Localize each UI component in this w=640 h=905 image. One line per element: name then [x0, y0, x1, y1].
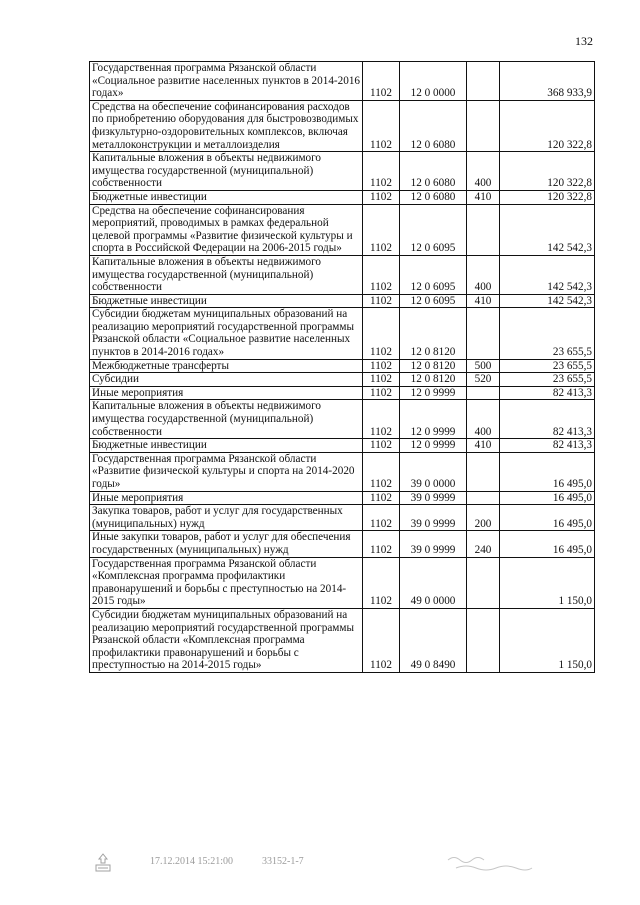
row-name-cell: Бюджетные инвестиции	[90, 439, 363, 453]
row-expense-type-cell: 410	[467, 190, 500, 204]
row-expense-type-cell: 400	[467, 400, 500, 439]
faint-signature-mark-icon	[446, 852, 536, 872]
row-expense-type-cell: 400	[467, 255, 500, 294]
row-article-cell: 49 0 0000	[400, 557, 467, 608]
row-article-cell: 39 0 0000	[400, 452, 467, 491]
row-name-cell: Иные мероприятия	[90, 491, 363, 505]
row-expense-type-cell: 410	[467, 439, 500, 453]
row-section-cell: 1102	[363, 505, 400, 531]
row-expense-type-cell	[467, 100, 500, 151]
row-section-cell: 1102	[363, 400, 400, 439]
footer-date: 17.12.2014 15:21:00	[150, 856, 234, 867]
row-article-cell: 12 0 6095	[400, 255, 467, 294]
row-article-cell: 12 0 6080	[400, 190, 467, 204]
row-section-cell: 1102	[363, 308, 400, 359]
row-amount-cell: 16 495,0	[500, 452, 595, 491]
row-name-cell: Субсидии	[90, 373, 363, 387]
row-amount-cell: 82 413,3	[500, 400, 595, 439]
row-amount-cell: 82 413,3	[500, 439, 595, 453]
table-row	[90, 452, 595, 491]
row-article-cell: 12 0 8120	[400, 373, 467, 387]
table-row	[90, 62, 595, 101]
row-section-cell: 1102	[363, 557, 400, 608]
table-row	[90, 439, 595, 453]
row-amount-cell: 1 150,0	[500, 608, 595, 672]
row-amount-cell: 16 495,0	[500, 505, 595, 531]
row-name-cell: Капитальные вложения в объекты недвижимого имущества государственной (муниципальной) собственности	[90, 255, 363, 294]
table-row	[90, 505, 595, 531]
row-amount-cell: 23 655,5	[500, 359, 595, 373]
row-section-cell: 1102	[363, 452, 400, 491]
row-section-cell: 1102	[363, 190, 400, 204]
table-row	[90, 308, 595, 359]
document-stamp-icon	[94, 852, 112, 874]
row-amount-cell: 23 655,5	[500, 373, 595, 387]
row-expense-type-cell: 520	[467, 373, 500, 387]
row-section-cell: 1102	[363, 386, 400, 400]
row-expense-type-cell	[467, 204, 500, 255]
row-expense-type-cell: 400	[467, 152, 500, 191]
row-amount-cell: 23 655,5	[500, 308, 595, 359]
row-expense-type-cell	[467, 491, 500, 505]
row-name-cell: Субсидии бюджетам муниципальных образований на реализацию мероприятий государственной программы Рязанской области «Социальное развитие населенных пунктов в 2014-2016 годах»	[90, 308, 363, 359]
budget-table	[89, 61, 595, 673]
row-section-cell: 1102	[363, 294, 400, 308]
row-name-cell: Бюджетные инвестиции	[90, 190, 363, 204]
row-section-cell: 1102	[363, 531, 400, 557]
row-amount-cell: 82 413,3	[500, 386, 595, 400]
row-expense-type-cell	[467, 608, 500, 672]
row-name-cell: Капитальные вложения в объекты недвижимого имущества государственной (муниципальной) собственности	[90, 400, 363, 439]
row-expense-type-cell	[467, 308, 500, 359]
budget-table-body	[90, 62, 595, 673]
table-row	[90, 531, 595, 557]
page-number: 132	[575, 34, 593, 48]
row-name-cell: Средства на обеспечение софинансирования расходов по приобретению оборудования для быстровозводимых физкультурно-оздоровительных комплексов, включая металлоконструкции и металлоизделия	[90, 100, 363, 151]
table-row	[90, 100, 595, 151]
row-amount-cell: 16 495,0	[500, 531, 595, 557]
row-article-cell: 12 0 8120	[400, 359, 467, 373]
row-name-cell: Капитальные вложения в объекты недвижимого имущества государственной (муниципальной) собственности	[90, 152, 363, 191]
row-article-cell: 12 0 0000	[400, 62, 467, 101]
row-article-cell: 12 0 9999	[400, 400, 467, 439]
row-section-cell: 1102	[363, 204, 400, 255]
row-amount-cell: 1 150,0	[500, 557, 595, 608]
row-article-cell: 12 0 6080	[400, 100, 467, 151]
row-expense-type-cell	[467, 386, 500, 400]
row-section-cell: 1102	[363, 100, 400, 151]
row-article-cell: 12 0 6095	[400, 294, 467, 308]
row-article-cell: 39 0 9999	[400, 491, 467, 505]
row-name-cell: Иные мероприятия	[90, 386, 363, 400]
row-name-cell: Субсидии бюджетам муниципальных образований на реализацию мероприятий государственной программы Рязанской области «Комплексная программа профилактики правонарушений и борьбы с преступностью на 2014-2015 годы»	[90, 608, 363, 672]
table-row	[90, 373, 595, 387]
row-section-cell: 1102	[363, 491, 400, 505]
table-row	[90, 152, 595, 191]
row-name-cell: Государственная программа Рязанской области «Комплексная программа профилактики правонарушений и борьбы с преступностью на 2014-2015 годы»	[90, 557, 363, 608]
row-article-cell: 12 0 9999	[400, 386, 467, 400]
row-section-cell: 1102	[363, 152, 400, 191]
table-row	[90, 386, 595, 400]
table-row	[90, 359, 595, 373]
row-section-cell: 1102	[363, 359, 400, 373]
row-section-cell: 1102	[363, 255, 400, 294]
row-section-cell: 1102	[363, 608, 400, 672]
row-article-cell: 39 0 9999	[400, 505, 467, 531]
row-article-cell: 12 0 6095	[400, 204, 467, 255]
row-article-cell: 12 0 8120	[400, 308, 467, 359]
row-name-cell: Государственная программа Рязанской области «Развитие физической культуры и спорта на 2014-2020 годы»	[90, 452, 363, 491]
row-amount-cell: 368 933,9	[500, 62, 595, 101]
row-amount-cell: 120 322,8	[500, 152, 595, 191]
footer-code: 33152-1-7	[262, 856, 304, 867]
row-expense-type-cell: 410	[467, 294, 500, 308]
table-row	[90, 190, 595, 204]
row-amount-cell: 16 495,0	[500, 491, 595, 505]
row-amount-cell: 142 542,3	[500, 294, 595, 308]
row-name-cell: Государственная программа Рязанской области «Социальное развитие населенных пунктов в 2014-2016 годах»	[90, 62, 363, 101]
row-expense-type-cell: 200	[467, 505, 500, 531]
row-amount-cell: 120 322,8	[500, 100, 595, 151]
table-row	[90, 204, 595, 255]
row-article-cell: 12 0 6080	[400, 152, 467, 191]
table-row	[90, 294, 595, 308]
row-amount-cell: 142 542,3	[500, 204, 595, 255]
row-amount-cell: 142 542,3	[500, 255, 595, 294]
row-section-cell: 1102	[363, 373, 400, 387]
row-article-cell: 39 0 9999	[400, 531, 467, 557]
row-name-cell: Иные закупки товаров, работ и услуг для обеспечения государственных (муниципальных) нужд	[90, 531, 363, 557]
page-footer	[0, 852, 640, 882]
row-expense-type-cell	[467, 452, 500, 491]
table-row	[90, 557, 595, 608]
row-name-cell: Межбюджетные трансферты	[90, 359, 363, 373]
table-row	[90, 255, 595, 294]
row-article-cell: 12 0 9999	[400, 439, 467, 453]
row-article-cell: 49 0 8490	[400, 608, 467, 672]
table-row	[90, 400, 595, 439]
row-section-cell: 1102	[363, 62, 400, 101]
row-name-cell: Закупка товаров, работ и услуг для государственных (муниципальных) нужд	[90, 505, 363, 531]
row-section-cell: 1102	[363, 439, 400, 453]
table-row	[90, 491, 595, 505]
table-row	[90, 608, 595, 672]
row-name-cell: Средства на обеспечение софинансирования мероприятий, проводимых в рамках федеральной целевой программы «Развитие физической культуры и спорта в Российской Федерации на 2006-2015 годы»	[90, 204, 363, 255]
row-expense-type-cell: 500	[467, 359, 500, 373]
row-expense-type-cell	[467, 557, 500, 608]
row-amount-cell: 120 322,8	[500, 190, 595, 204]
row-expense-type-cell	[467, 62, 500, 101]
row-name-cell: Бюджетные инвестиции	[90, 294, 363, 308]
row-expense-type-cell: 240	[467, 531, 500, 557]
